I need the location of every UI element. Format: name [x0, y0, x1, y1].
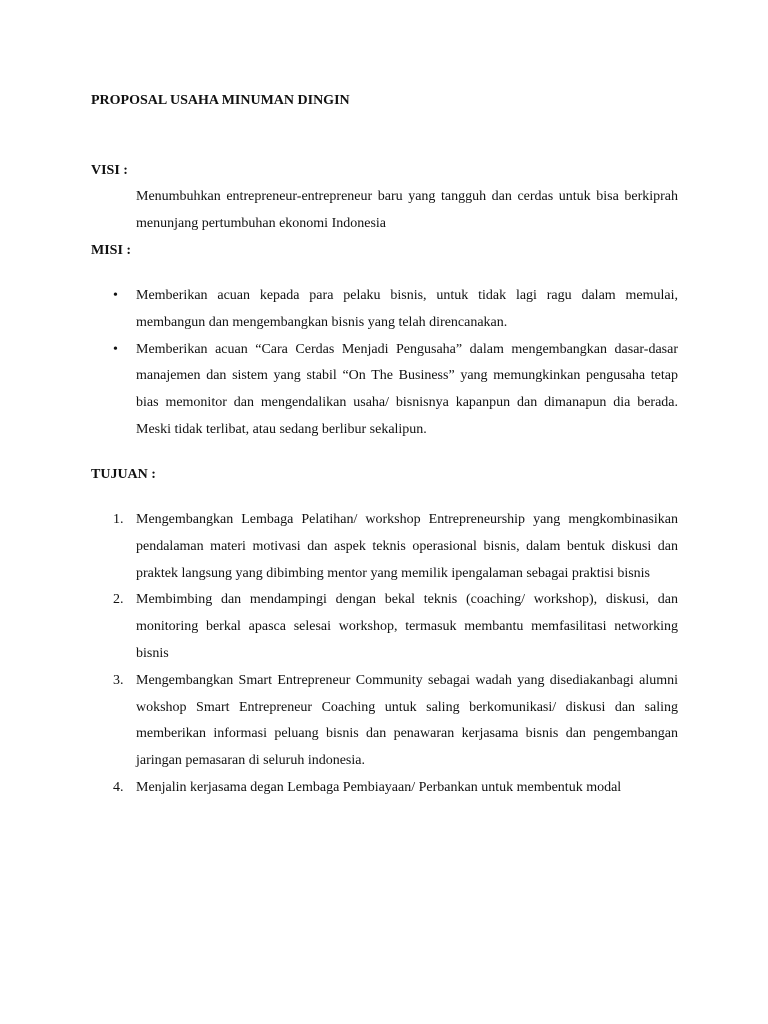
misi-heading: MISI : — [91, 243, 132, 258]
tujuan-item-text: Mengembangkan Smart Entrepreneur Community sebagai wadah yang disediakanbagi alumni wokshop Smart Entrepreneur Coaching untuk saling berkomunikasi/ diskusi dan saling memberikan informasi peluang bisnis dan penawaran kerjasama bisnis dan pengembangan jaringan pemasaran di seluruh indonesia. — [136, 672, 678, 769]
list-item — [91, 775, 678, 802]
visi-text: Menumbuhkan entrepreneur-entrepreneur baru yang tangguh dan cerdas untuk bisa berkiprah menunjang pertumbuhan ekonomi Indonesia — [136, 189, 678, 231]
tujuan-list — [91, 507, 678, 802]
misi-item-text: Memberikan acuan kepada para pelaku bisnis, untuk tidak lagi ragu dalam memulai, membangun dan mengembangkan bisnis yang telah direncanakan. — [136, 288, 678, 330]
visi-heading: VISI : — [91, 163, 128, 178]
tujuan-heading: TUJUAN : — [91, 467, 156, 482]
list-item — [91, 337, 678, 444]
list-item — [91, 587, 678, 667]
list-item — [91, 507, 678, 587]
list-number: 1. — [113, 512, 124, 527]
list-number: 2. — [113, 592, 124, 608]
bullet-icon: • — [113, 288, 118, 303]
tujuan-item-text: Mengembangkan Lembaga Pelatihan/ workshop Entrepreneurship yang mengkombinasikan pendalaman materi motivasi dan aspek teknis operasional bisnis, dalam bentuk diskusi dan praktek langsung yang dibimbing mentor yang memilik ipengalaman sebagai praktisi bisnis — [136, 512, 678, 581]
document-title: PROPOSAL USAHA MINUMAN DINGIN — [91, 93, 350, 108]
bullet-icon: • — [113, 341, 118, 357]
misi-item-text: Memberikan acuan “Cara Cerdas Menjadi Pengusaha” dalam mengembangkan dasar-dasar manajemen dan sistem yang stabil “On The Business” yang memungkinkan pengusaha tetap bias memonitor dan mengendalikan usaha/ bisnisnya kapanpun dan dimanapun dia berada. Meski tidak terlibat, atau sedang berlibur sekalipun. — [136, 341, 678, 437]
list-number: 4. — [113, 779, 124, 795]
tujuan-item-text: Membimbing dan mendampingi dengan bekal teknis (coaching/ workshop), diskusi, dan monitoring berkal apasca selesai workshop, termasuk membantu memfasilitasi networking bisnis — [136, 592, 678, 661]
list-number: 3. — [113, 672, 124, 688]
tujuan-item-text: Menjalin kerjasama degan Lembaga Pembiayaan/ Perbankan untuk membentuk modal — [136, 779, 622, 795]
misi-list — [91, 283, 678, 444]
list-item — [91, 283, 678, 337]
list-item — [91, 668, 678, 775]
